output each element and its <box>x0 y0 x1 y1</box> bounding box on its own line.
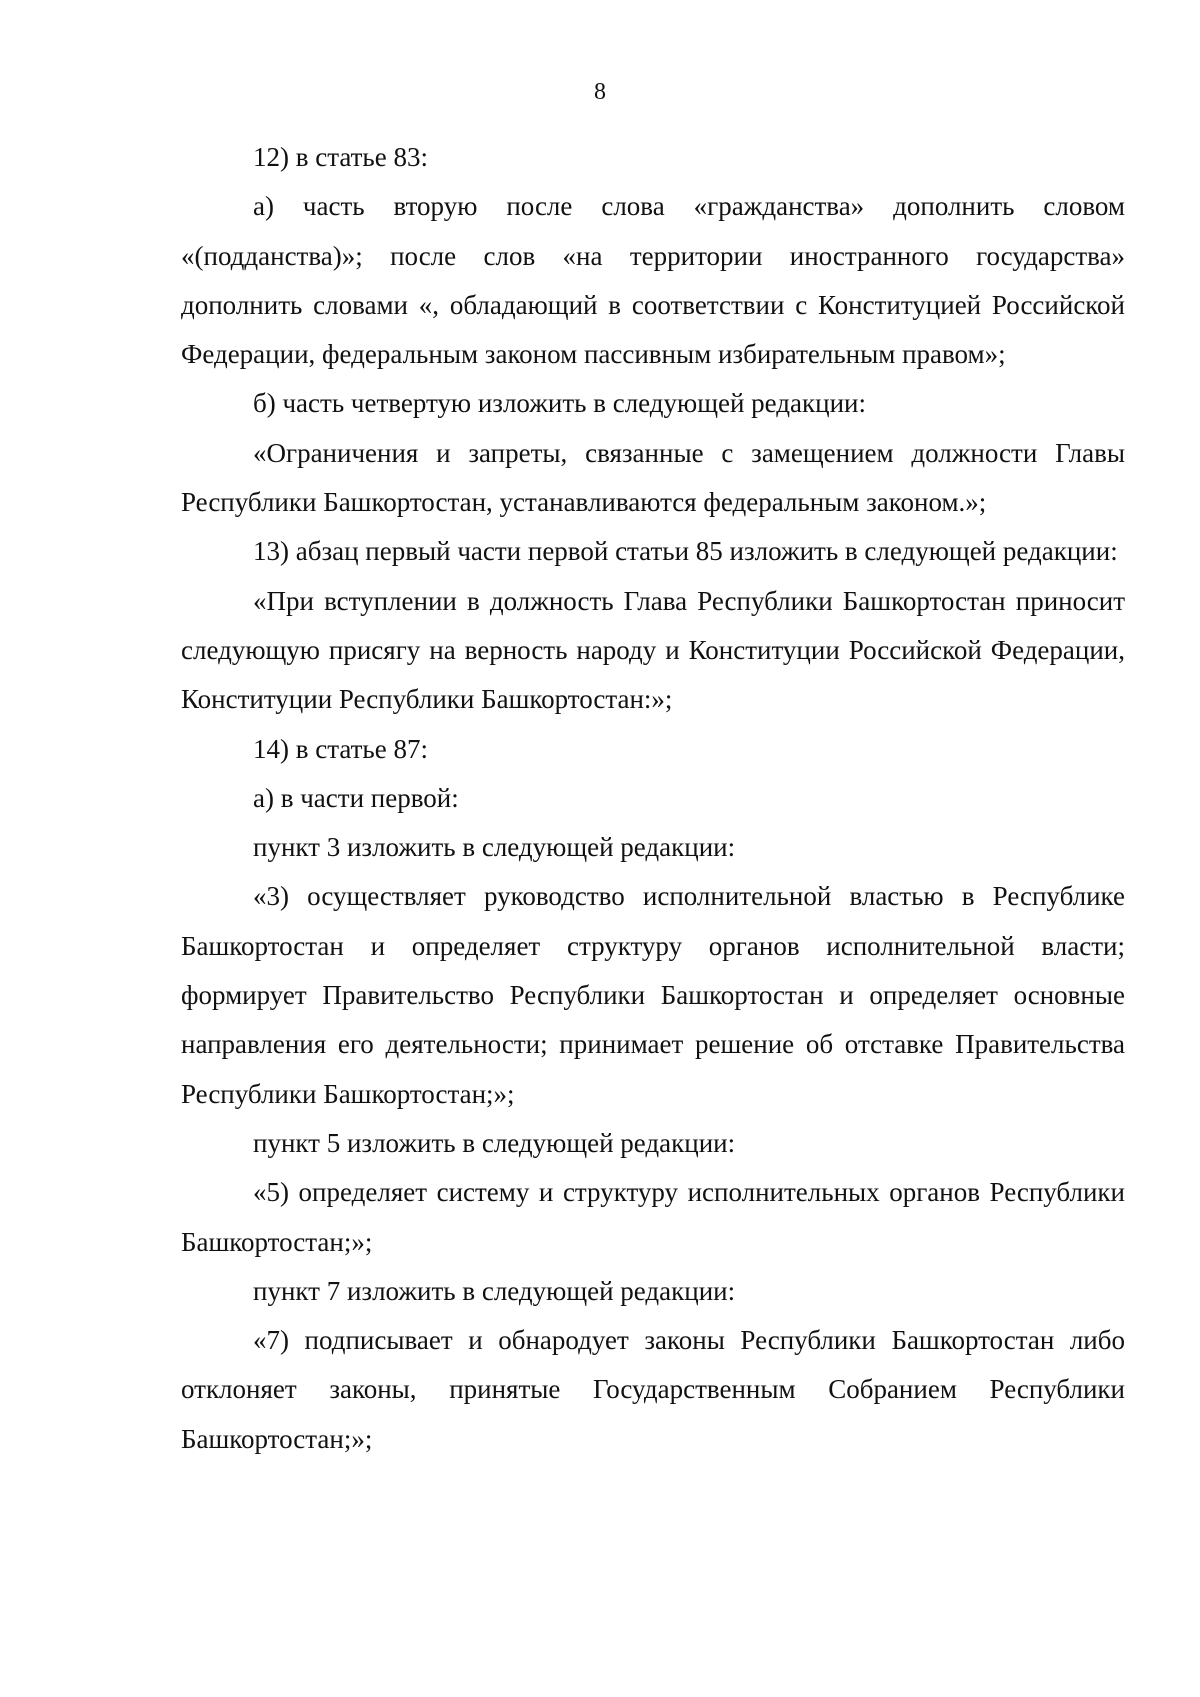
paragraph-article-87: 14) в статье 87: <box>253 733 428 764</box>
document-body <box>181 133 1125 1464</box>
paragraph-87-item-7: пункт 7 изложить в следующей редакции: <box>253 1275 736 1306</box>
paragraph-87-item-5: пункт 5 изложить в следующей редакции: <box>253 1127 736 1158</box>
paragraph-article-85: 13) абзац первый части первой статьи 85 изложить в следующей редакции: <box>253 536 1118 567</box>
paragraph-87-item-5-text: «5) определяет систему и структуру исполнительных органов Республики Башкортостан;»; <box>181 1177 1125 1257</box>
paragraph-85-text: «При вступлении в должность Глава Республики Башкортостан приносит следующую присягу на верность народу и Конституции Российской Федерации, Конституции Республики Башкортостан:»; <box>181 585 1125 715</box>
page-number: 8 <box>594 79 606 105</box>
paragraph-article-83: 12) в статье 83: <box>253 142 428 172</box>
paragraph-83-a: а) часть вторую после слова «гражданства» дополнить словом «(подданства)»; после слов «на территории иностранного государства» дополнить словами «, обладающий в соответствии с Конституцией Российской Федерации, федеральным законом пассивным избирательным правом»; <box>181 191 1125 370</box>
paragraph-83-b-text: «Ограничения и запреты, связанные с замещением должности Главы Республики Башкортостан, устанавливаются федеральным законом.»; <box>181 437 1125 518</box>
paragraph-87-a: а) в части первой: <box>253 782 459 813</box>
paragraph-87-item-3-text: «3) осуществляет руководство исполнительной властью в Республике Башкортостан и определяет структуру органов исполнительной власти; формирует Правительство Республики Башкортостан и определяет основные направления его деятельности; принимает решение об отставке Правительства Республики Башкортостан;»; <box>181 881 1125 1109</box>
paragraph-83-b: б) часть четвертую изложить в следующей редакции: <box>253 388 866 419</box>
paragraph-87-item-3: пункт 3 изложить в следующей редакции: <box>253 832 736 863</box>
paragraph-87-item-7-text: «7) подписывает и обнародует законы Республики Башкортостан либо отклоняет законы, принятые Государственным Собранием Республики Башкортостан;»; <box>181 1325 1125 1454</box>
